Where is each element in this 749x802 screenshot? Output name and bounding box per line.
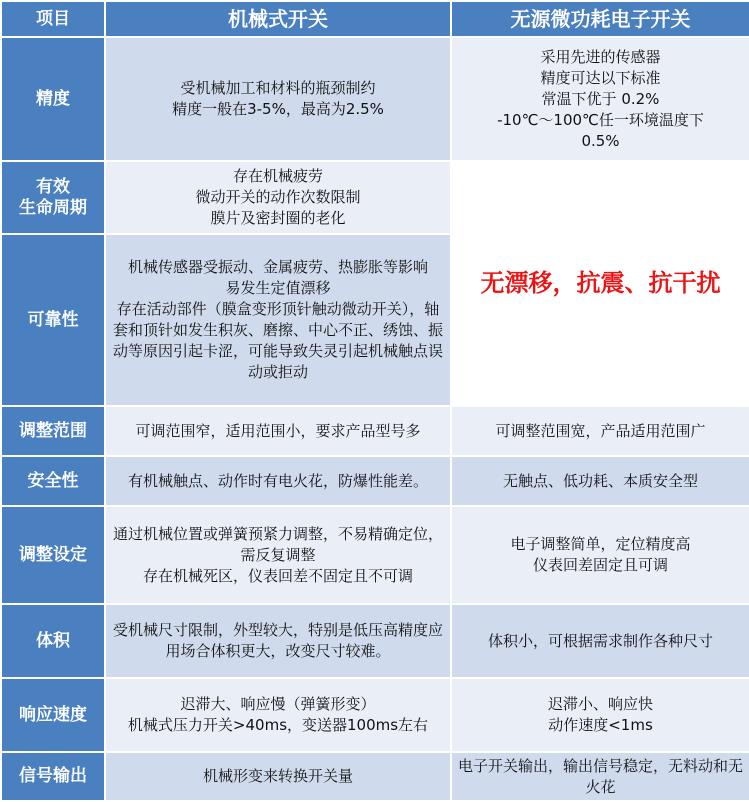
- row-volume: [1, 604, 749, 678]
- cell-safety-elec: [451, 456, 749, 506]
- text-line: 可调范围窄，适用范围小，要求产品型号多: [135, 421, 421, 440]
- text-line: 迟滞大、响应慢（弹簧形变）: [180, 695, 376, 713]
- cell-range-mech: [105, 406, 451, 456]
- cell-safety-mech: [105, 456, 451, 506]
- text-line: 机械形变来转换开关量: [202, 767, 353, 785]
- text-line: 存在机械疲劳: [232, 167, 323, 185]
- text-line: 微动开关的动作次数限制: [195, 188, 361, 206]
- text-line: 存在机械死区，仪表回差不固定且不可调: [142, 566, 413, 585]
- text-line: 迟滞小、响应快: [547, 695, 653, 713]
- cell-volume-elec: [451, 604, 749, 678]
- text-line: 受机械尺寸限制，外型较大，特别是低压高精度应用场合体积更大，改变尺寸较难。: [112, 621, 443, 660]
- cell-setting-mech: [105, 506, 451, 604]
- cell-accuracy-mech: [105, 37, 451, 161]
- label-lifecycle: [1, 161, 105, 234]
- text-line: 存在活动部件（膜盒变形顶针触动微动开关），轴套和顶针如发生积灰、磨擦、中心不正、绣蚀、振动等原因引起卡涩，可能导致失灵引起机械触点误动或拒动: [112, 300, 443, 381]
- text-line: 电子调整简单，定位精度高: [510, 535, 691, 553]
- cell-response-mech: [105, 678, 451, 752]
- cell-signal-mech: [105, 752, 451, 801]
- cell-response-elec: [451, 678, 749, 752]
- row-range: [1, 406, 749, 456]
- label-line: 生命周期: [19, 197, 87, 218]
- header-electronic: 无源微功耗电子开关: [451, 1, 749, 37]
- text-line: 膜片及密封圈的老化: [210, 209, 346, 227]
- text-line: 仪表回差固定且可调: [532, 556, 668, 574]
- text-line: 精度一般在3-5%，最高为2.5%: [172, 100, 384, 118]
- cell-lifecycle-mech: [105, 161, 451, 234]
- text-line: 通过机械位置或弹簧预紧力调整，不易精确定位，需反复调整: [112, 524, 443, 564]
- row-response: [1, 678, 749, 752]
- cell-range-elec: [451, 406, 749, 456]
- cell-signal-elec: [451, 752, 749, 801]
- cell-setting-elec: [451, 506, 749, 604]
- row-signal: [1, 752, 749, 801]
- label-reliability: 可靠性: [1, 234, 105, 406]
- label-response: 响应速度: [1, 678, 105, 752]
- text-line: 有机械触点、动作时有电火花，防爆性能差。: [127, 471, 428, 490]
- row-setting: [1, 506, 749, 604]
- header-item: 项目: [1, 1, 105, 37]
- cell-volume-mech: [105, 604, 451, 678]
- row-accuracy: [1, 37, 749, 161]
- text-line: 易发生定值漂移: [225, 279, 331, 297]
- text-line: 0.5%: [581, 131, 620, 150]
- label-safety: 安全性: [1, 456, 105, 506]
- text-line: 体积小，可根据需求制作各种尺寸: [487, 631, 713, 650]
- label-setting: 调整设定: [1, 506, 105, 604]
- cell-accuracy-elec: [451, 37, 749, 161]
- row-safety: [1, 456, 749, 506]
- row-lifecycle: [1, 161, 749, 234]
- text-line: 动作速度<1ms: [548, 716, 653, 734]
- text-line: 可调整范围宽，产品适用范围广: [495, 421, 706, 440]
- text-line: 机械式压力开关>40ms，变送器100ms左右: [127, 716, 429, 734]
- label-accuracy: 精度: [1, 37, 105, 161]
- text-line: 常温下优于 0.2%: [541, 89, 660, 108]
- label-range: 调整范围: [1, 406, 105, 456]
- text-line: 受机械加工和材料的瓶颈制约: [180, 79, 376, 97]
- label-signal: 信号输出: [1, 752, 105, 801]
- text-line: 机械传感器受振动、金属疲劳、热膨胀等影响: [127, 258, 428, 276]
- header-mechanical: 机械式开关: [105, 1, 451, 37]
- text-line: 精度可达以下标准: [540, 68, 661, 87]
- label-line: 有效: [36, 176, 70, 197]
- text-line: 电子开关输出，输出信号稳定，无料动和无火花: [458, 756, 744, 796]
- text-line: 无触点、低功耗、本质安全型: [502, 471, 698, 490]
- text-line: 采用先进的传感器: [540, 47, 661, 66]
- label-volume: 体积: [1, 604, 105, 678]
- cell-reliability-elec-highlight: 无漂移，抗震、抗干扰: [451, 161, 749, 406]
- text-line: -10℃～100℃任一环境温度下: [497, 110, 704, 129]
- header-row: [1, 1, 749, 37]
- cell-reliability-mech: [105, 234, 451, 406]
